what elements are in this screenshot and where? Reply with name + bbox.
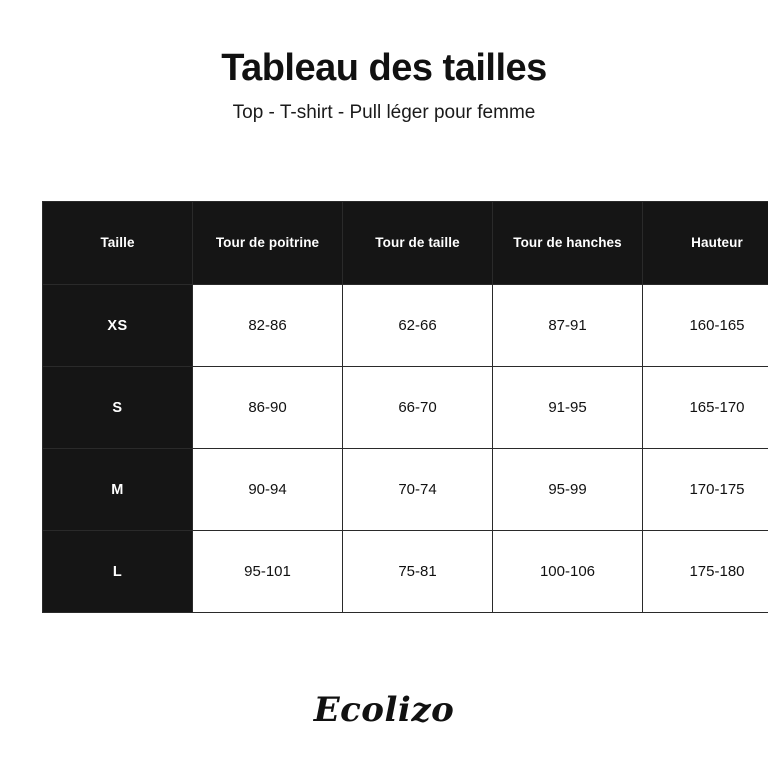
cell-chest: 86-90 [193,367,343,449]
page-title: Tableau des tailles [221,47,547,89]
column-header-hips: Tour de hanches [493,202,643,285]
page-subtitle: Top - T-shirt - Pull léger pour femme [232,101,536,123]
cell-waist: 75-81 [343,531,493,613]
size-table [42,201,768,613]
cell-height: 160-165 [643,285,768,367]
cell-chest: 82-86 [193,285,343,367]
cell-size: S [43,367,193,449]
cell-height: 165-170 [643,367,768,449]
column-header-waist: Tour de taille [343,202,493,285]
cell-chest: 90-94 [193,449,343,531]
table-row [43,531,768,613]
cell-size: M [43,449,193,531]
size-table-body [43,285,768,613]
table-row [43,367,768,449]
cell-hips: 100-106 [493,531,643,613]
cell-height: 175-180 [643,531,768,613]
size-table-head [43,202,768,285]
column-header-size: Taille [43,202,193,285]
table-row [43,449,768,531]
size-table-container [42,201,745,613]
column-header-chest: Tour de poitrine [193,202,343,285]
cell-height: 170-175 [643,449,768,531]
page-header [0,0,768,125]
column-header-height: Hauteur [643,202,768,285]
cell-waist: 70-74 [343,449,493,531]
table-header-row [43,202,768,285]
cell-waist: 62-66 [343,285,493,367]
brand-logo: Ecolizo [313,690,455,730]
table-row [43,285,768,367]
cell-chest: 95-101 [193,531,343,613]
cell-hips: 87-91 [493,285,643,367]
cell-size: L [43,531,193,613]
cell-hips: 91-95 [493,367,643,449]
cell-hips: 95-99 [493,449,643,531]
cell-size: XS [43,285,193,367]
cell-waist: 66-70 [343,367,493,449]
